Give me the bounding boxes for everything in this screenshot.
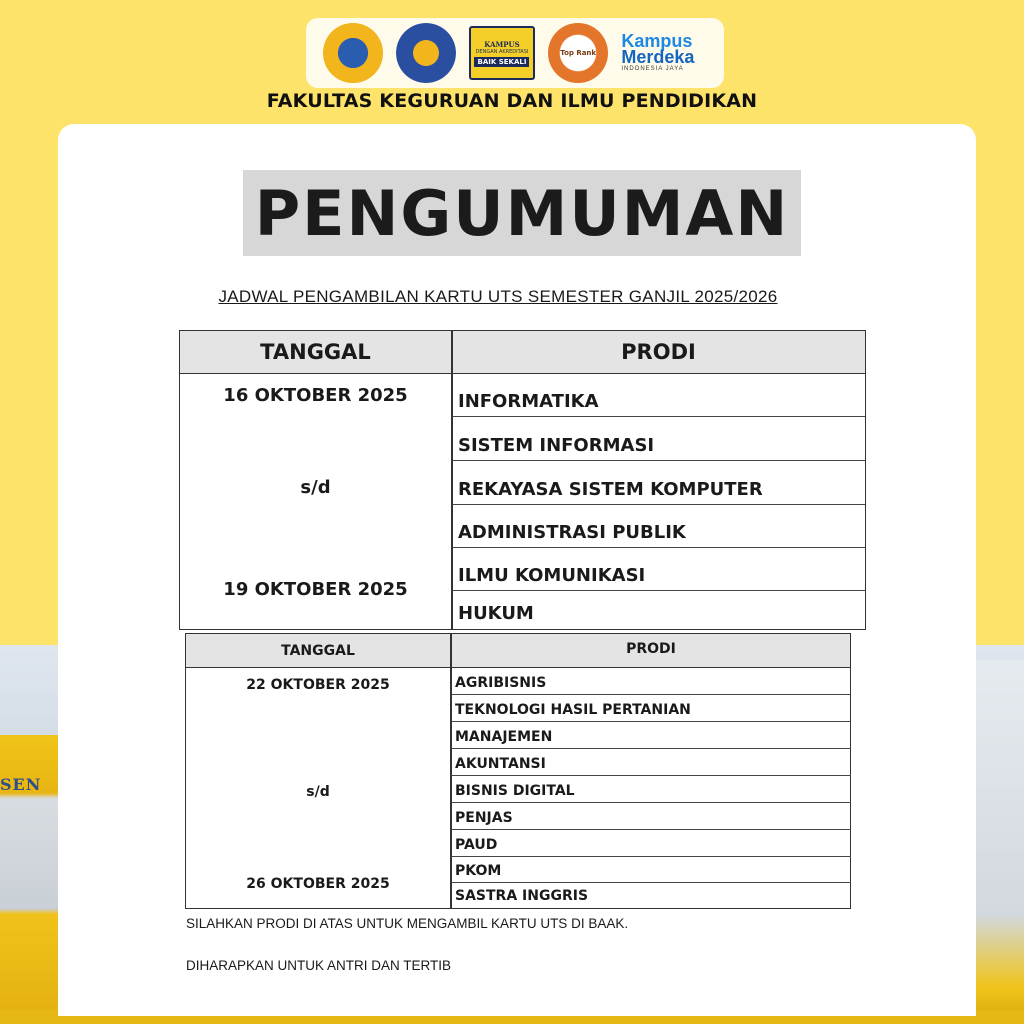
building-sign: SEN <box>0 775 42 794</box>
column-header-date: TANGGAL <box>260 340 371 364</box>
date-end: 19 OKTOBER 2025 <box>223 579 408 600</box>
queue-note: DIHARAPKAN UNTUK ANTRI DAN TERTIB <box>186 958 452 973</box>
date-separator: s/d <box>306 784 330 800</box>
schedule-table-2 <box>185 633 851 909</box>
table-row: PAUD <box>451 830 851 857</box>
table-row: PKOM <box>451 857 851 883</box>
table-row: PENJAS <box>451 803 851 830</box>
background-building-right <box>969 660 1024 1024</box>
table-row: ADMINISTRASI PUBLIK <box>452 505 865 548</box>
table-row: AGRIBISNIS <box>451 668 851 695</box>
announcement-banner <box>243 170 801 256</box>
schedule-table-1 <box>179 330 866 630</box>
column-header-prodi: PRODI <box>621 340 696 364</box>
table-row: HUKUM <box>458 603 534 624</box>
table-row: AKUNTANSI <box>451 749 851 776</box>
table-row: SASTRA INGGRIS <box>455 888 589 904</box>
accreditation-badge-logo: KAMPUS DENGAN AKREDITASI BAIK SEKALI <box>469 26 535 80</box>
table-row: TEKNOLOGI HASIL PERTANIAN <box>451 695 851 722</box>
table-row: SISTEM INFORMASI <box>452 417 865 461</box>
date-start: 16 OKTOBER 2025 <box>223 385 408 406</box>
column-header-date: TANGGAL <box>281 643 355 659</box>
table-row: INFORMATIKA <box>452 374 865 417</box>
instruction-note: SILAHKAN PRODI DI ATAS UNTUK MENGAMBIL KARTU UTS DI BAAK. <box>186 916 629 931</box>
university-seal-logo <box>323 23 383 83</box>
column-header-prodi: PRODI <box>626 641 676 657</box>
kampus-merdeka-logo: Kampus Merdeka INDONESIA JAYA <box>621 31 695 73</box>
ranking-badge-logo: Top Rank <box>548 23 608 83</box>
schedule-subtitle: JADWAL PENGAMBILAN KARTU UTS SEMESTER GANJIL 2025/2026 <box>218 287 778 306</box>
faculty-seal-logo <box>396 23 456 83</box>
table-row: BISNIS DIGITAL <box>451 776 851 803</box>
logo-bar <box>306 18 724 88</box>
faculty-title: FAKULTAS KEGURUAN DAN ILMU PENDIDIKAN <box>266 90 758 112</box>
banner-title: PENGUMUMAN <box>254 176 790 250</box>
date-start: 22 OKTOBER 2025 <box>246 677 390 693</box>
date-separator: s/d <box>300 477 331 498</box>
table-row: ILMU KOMUNIKASI <box>452 548 865 591</box>
table-row: MANAJEMEN <box>451 722 851 749</box>
table-row: REKAYASA SISTEM KOMPUTER <box>452 461 865 505</box>
date-end: 26 OKTOBER 2025 <box>246 876 390 892</box>
